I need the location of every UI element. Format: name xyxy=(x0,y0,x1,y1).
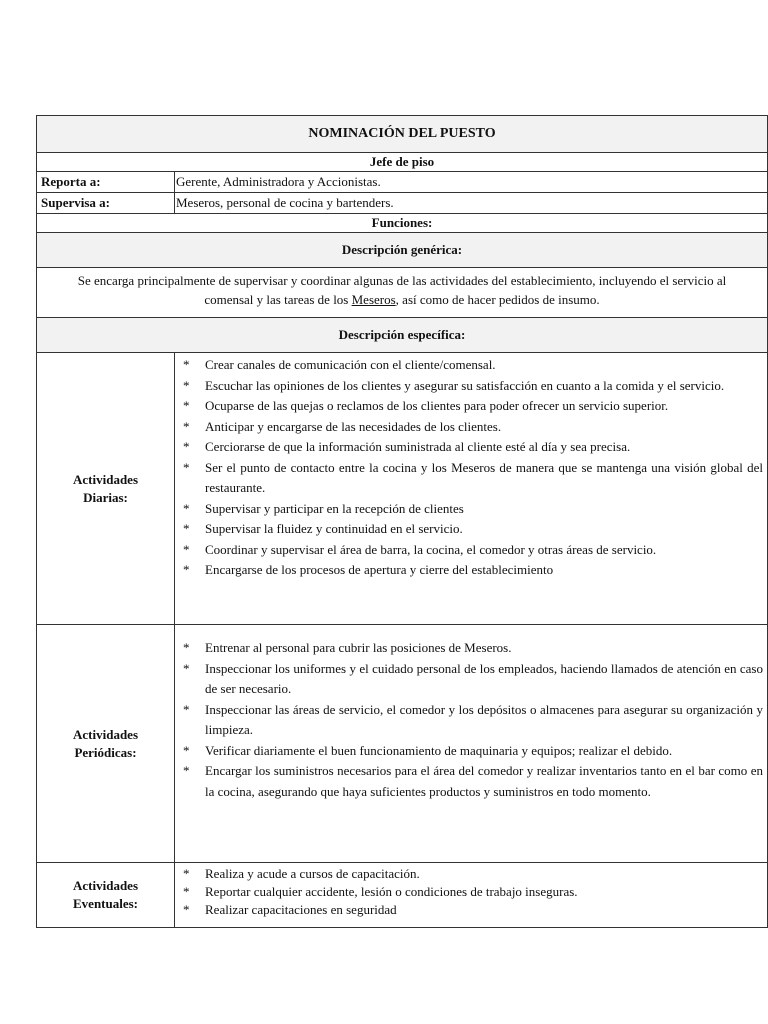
list-item xyxy=(183,417,763,438)
daily-label-line2: Diarias: xyxy=(83,489,128,505)
list-item xyxy=(183,437,763,458)
bullet-asterisk: * xyxy=(183,500,190,516)
supervises-row xyxy=(37,193,768,214)
title-row xyxy=(37,116,768,153)
list-item-text: Supervisar la fluidez y continuidad en el servicio. xyxy=(205,521,463,536)
periodic-label-line2: Periódicas: xyxy=(74,744,137,760)
bullet-asterisk: * xyxy=(183,541,190,557)
list-item xyxy=(183,865,763,883)
daily-activities-label xyxy=(37,353,175,625)
list-item xyxy=(183,540,763,561)
bullet-asterisk: * xyxy=(183,640,190,655)
eventual-activities-list xyxy=(175,865,767,919)
periodic-activities-list xyxy=(175,638,767,802)
daily-label-line1: Actividades xyxy=(73,471,138,487)
periodic-label-line1: Actividades xyxy=(73,726,138,742)
list-item xyxy=(183,638,763,659)
list-item xyxy=(183,700,763,741)
daily-activities-cell xyxy=(175,353,768,625)
bullet-asterisk: * xyxy=(183,660,190,676)
bullet-asterisk: * xyxy=(183,902,190,917)
eventual-label-line2: Eventuales: xyxy=(73,896,138,911)
list-item-text: Inspeccionar los uniformes y el cuidado personal de los empleados, haciendo llamados de atención en caso de ser necesario. xyxy=(205,660,763,696)
document-title: NOMINACIÓN DEL PUESTO xyxy=(37,116,768,153)
list-item xyxy=(183,396,763,417)
functions-label: Funciones: xyxy=(37,214,768,233)
job-table xyxy=(36,115,768,928)
list-item xyxy=(183,376,763,397)
generic-description-text xyxy=(37,268,768,318)
specific-heading-row xyxy=(37,318,768,353)
list-item-text: Supervisar y participar en la recepción de clientes xyxy=(205,500,464,516)
bullet-asterisk: * xyxy=(183,377,190,393)
supervises-label: Supervisa a: xyxy=(37,193,175,214)
list-item xyxy=(183,458,763,499)
list-item-text: Inspeccionar las áreas de servicio, el comedor y los depósitos o almacenes para asegurar su organización y limpieza. xyxy=(205,701,763,737)
generic-description-heading: Descripción genérica: xyxy=(37,233,768,268)
bullet-asterisk: * xyxy=(183,459,190,475)
list-item-text: Realizar capacitaciones en seguridad xyxy=(205,902,397,917)
list-item xyxy=(183,499,763,520)
generic-text-before: Se encarga principalmente de supervisar y coordinar algunas de las actividades del establecimiento, incluyendo el servicio al comensal y las tareas de los xyxy=(77,273,727,307)
eventual-activities-label xyxy=(37,863,175,928)
daily-activities-list xyxy=(175,355,767,581)
periodic-activities-row xyxy=(37,625,768,863)
list-item-text: Verificar diariamente el buen funcionamiento de maquinaria y equipos; realizar el debido. xyxy=(205,742,673,758)
bullet-asterisk: * xyxy=(183,562,190,577)
bullet-asterisk: * xyxy=(183,521,190,536)
list-item-text: Reportar cualquier accidente, lesión o condiciones de trabajo inseguras. xyxy=(205,884,578,899)
list-item xyxy=(183,761,763,802)
periodic-activities-cell xyxy=(175,625,768,863)
list-item-text: Encargar los suministros necesarios para el área del comedor y realizar inventarios tanto en el bar como en la cocina, asegurando que haya suficientes productos y suministros en todo momento. xyxy=(205,763,763,799)
list-item-text: Encargarse de los procesos de apertura y cierre del establecimiento xyxy=(205,562,554,577)
list-item-text: Ocuparse de las quejas o reclamos de los clientes para poder ofrecer un servicio superior. xyxy=(205,398,669,413)
list-item xyxy=(183,355,763,376)
bullet-asterisk: * xyxy=(183,763,190,778)
generic-heading-row xyxy=(37,233,768,268)
daily-activities-row xyxy=(37,353,768,625)
list-item xyxy=(183,741,763,762)
list-item xyxy=(183,883,763,901)
list-item-text: Realiza y acude a cursos de capacitación. xyxy=(205,866,420,881)
list-item-text: Entrenar al personal para cubrir las posiciones de Meseros. xyxy=(205,640,512,655)
list-item xyxy=(183,519,763,540)
supervises-value: Meseros, personal de cocina y bartenders. xyxy=(175,193,768,214)
list-item xyxy=(183,901,763,919)
job-description-document xyxy=(36,115,767,928)
list-item-text: Cerciorarse de que la información suministrada al cliente esté al día y sea precisa. xyxy=(205,439,631,454)
list-item-text: Anticipar y encargarse de las necesidades de los clientes. xyxy=(205,418,502,434)
bullet-asterisk: * xyxy=(183,701,190,717)
position-name: Jefe de piso xyxy=(37,153,768,172)
reports-to-row xyxy=(37,172,768,193)
generic-text-row xyxy=(37,268,768,318)
bullet-asterisk: * xyxy=(183,439,190,454)
bullet-asterisk: * xyxy=(183,398,190,413)
specific-description-heading: Descripción específica: xyxy=(37,318,768,353)
list-item-text: Ser el punto de contacto entre la cocina y los Meseros de manera que se mantenga una visión global del restaurante. xyxy=(205,459,763,495)
bullet-asterisk: * xyxy=(183,884,190,899)
reports-to-label: Reporta a: xyxy=(37,172,175,193)
reports-to-value: Gerente, Administradora y Accionistas. xyxy=(175,172,768,193)
eventual-activities-row xyxy=(37,863,768,928)
position-row xyxy=(37,153,768,172)
bullet-asterisk: * xyxy=(183,418,190,434)
bullet-asterisk: * xyxy=(183,357,190,372)
bullet-asterisk: * xyxy=(183,866,190,881)
list-item-text: Escuchar las opiniones de los clientes y asegurar su satisfacción en cuanto a la comida y el servicio. xyxy=(205,377,725,393)
meseros-link-text: Meseros xyxy=(351,292,396,307)
functions-row xyxy=(37,214,768,233)
list-item-text: Coordinar y supervisar el área de barra, la cocina, el comedor y otras áreas de servicio. xyxy=(205,541,657,557)
eventual-activities-cell xyxy=(175,863,768,928)
list-item xyxy=(183,659,763,700)
generic-text-after: , así como de hacer pedidos de insumo. xyxy=(395,292,600,307)
list-item-text: Crear canales de comunicación con el cliente/comensal. xyxy=(205,357,496,372)
bullet-asterisk: * xyxy=(183,742,190,758)
periodic-activities-label xyxy=(37,625,175,863)
list-item xyxy=(183,560,763,581)
eventual-label-line1: Actividades xyxy=(73,878,138,893)
